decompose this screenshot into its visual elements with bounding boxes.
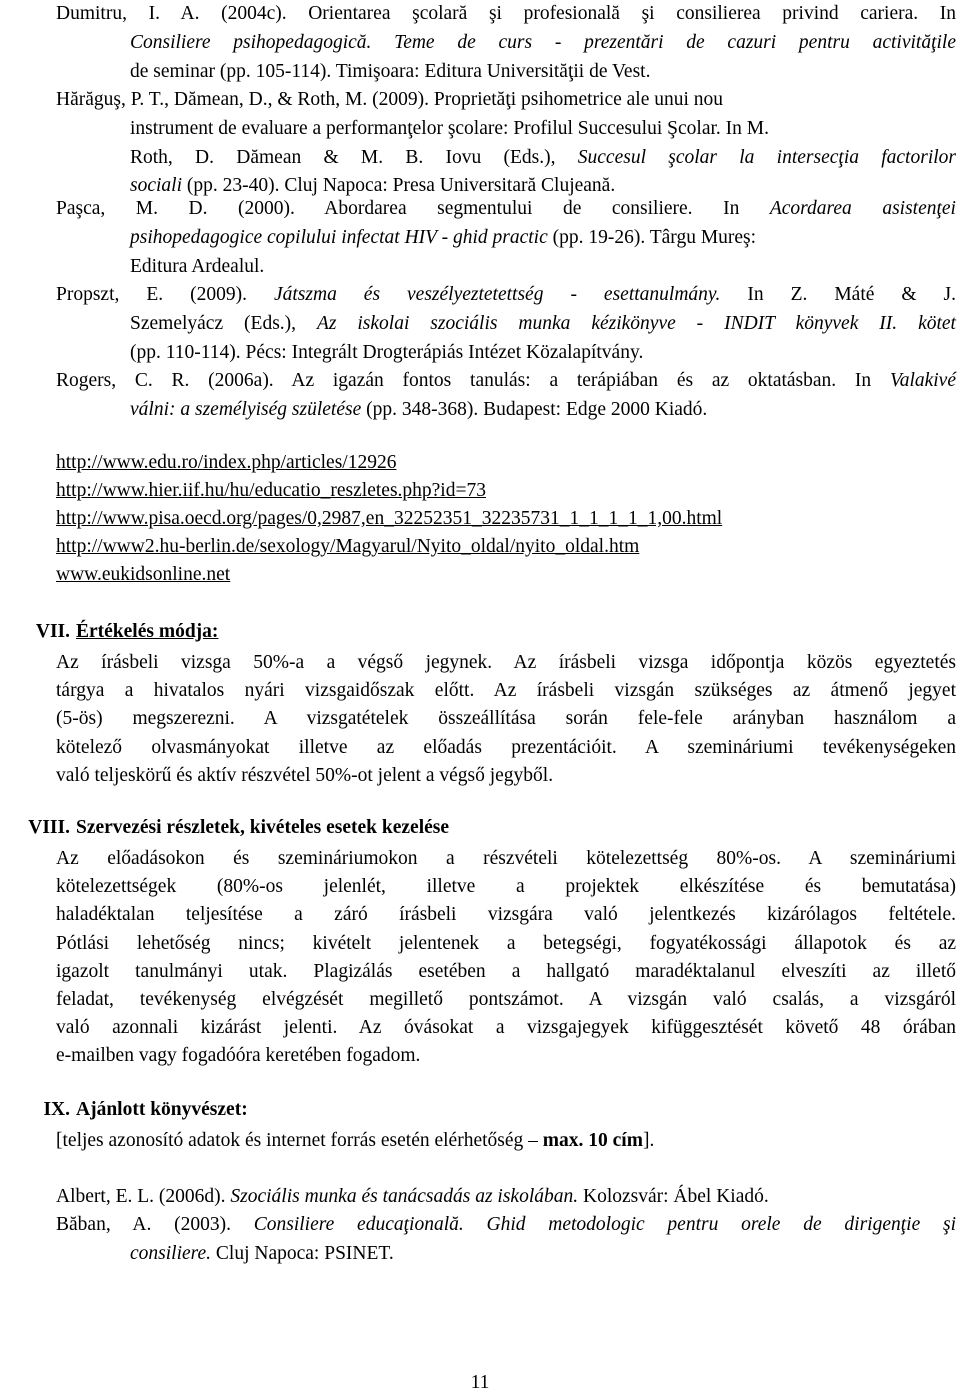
section-intro-ix	[56, 1127, 956, 1155]
paragraph-line: (5-ös) megszerezni. A vizsgatételek összeállítása során fele-fele arányban használom a	[56, 708, 956, 730]
ref-line: Editura Ardealul.	[130, 255, 265, 277]
section-body-viii	[56, 845, 956, 1071]
section-title: Ajánlott könyvészet:	[76, 1099, 248, 1120]
paragraph-line: tárgya a hivatalos nyári vizsgaidőszak előtt. Az írásbeli vizsgán szükséges az átmenő jegyet	[56, 680, 956, 702]
ref-line: Roth, D. Dămean & M. B. Iovu (Eds.), Succesul şcolar la intersecţia factorilor	[130, 146, 956, 168]
reference-rogers	[56, 367, 956, 425]
reference-baban	[56, 1211, 956, 1269]
reference-dumitru	[56, 0, 956, 86]
section-title: Értékelés módja:	[76, 621, 219, 642]
paragraph-line: Az írásbeli vizsga 50%-a a végső jegynek. Az írásbeli vizsga időpontja közös egyeztetés	[56, 652, 956, 673]
ref-line: Propszt, E. (2009). Játszma és veszélyeztetettség - esettanulmány. In Z. Máté & J.	[56, 284, 956, 305]
ref-line: Băban, A. (2003). Consiliere educaţională. Ghid metodologic pentru orele de dirigenţie şi	[56, 1214, 957, 1235]
reference-propszt	[56, 281, 956, 367]
paragraph-line: való azonnali kizárást jelenti. Az óvásokat a vizsgajegyek kifüggesztését követő 48 órában	[56, 1017, 956, 1039]
ref-line: Albert, E. L. (2006d). Szociális munka és tanácsadás az iskolában. Kolozsvár: Ábel Kiadó.	[56, 1186, 769, 1207]
ref-line: Rogers, C. R. (2006a). Az igazán fontos tanulás: a terápiában és az oktatásban. In Valakivé	[56, 370, 956, 391]
section-title: Szervezési részletek, kivételes esetek kezelése	[76, 817, 450, 838]
section-heading-viii	[0, 817, 449, 839]
paragraph-line: [teljes azonosító adatok és internet forrás esetén elérhetőség – max. 10 cím].	[56, 1130, 655, 1151]
ref-line: instrument de evaluare a performanţelor şcolare: Profilul Succesului Şcolar. In M.	[130, 117, 769, 139]
page-number: 11	[470, 1372, 490, 1393]
section-heading-ix	[0, 1099, 248, 1121]
paragraph-line: igazolt tanulmányi utak. Plagizálás esetében a hallgató maradéktalanul elveszíti az illető	[56, 960, 956, 982]
ref-line: Szemelyácz (Eds.), Az iskolai szociális munka kézikönyve - INDIT könyvek II. kötet	[130, 312, 956, 334]
paragraph-line: való teljeskörű és aktív részvétel 50%-ot jelent a végső jegyből.	[56, 764, 554, 786]
ref-line: sociali (pp. 23-40). Cluj Napoca: Presa Universitară Clujeană.	[130, 175, 616, 197]
reference-pasca	[56, 195, 956, 281]
paragraph-line: e-mailben vagy fogadóóra keretében fogadom.	[56, 1045, 421, 1067]
link-eukidsonline[interactable]: www.eukidsonline.net	[56, 564, 231, 585]
section-number: VIII.	[28, 817, 70, 838]
paragraph-line: kötelező olvasmányokat illetve az előadás prezentációit. A szemináriumi tevékenységeken	[56, 736, 956, 758]
paragraph-line: haladéktalan teljesítése a záró írásbeli vizsgára való jelentkezés kizárólagos feltétele.	[56, 904, 956, 926]
ref-line: Consiliere psihopedagogică. Teme de curs - prezentări de cazuri pentru activităţile	[130, 31, 956, 53]
section-number: IX.	[43, 1099, 70, 1120]
ref-line: Dumitru, I. A. (2004c). Orientarea şcolară şi profesională şi consilierea privind cariera. In	[56, 3, 956, 24]
paragraph-line: kötelezettségek (80%-os jelenlét, illetve a projektek elkészítése és bemutatása)	[56, 876, 956, 898]
section-heading-vii	[0, 621, 218, 643]
link-pisa-oecd[interactable]: http://www.pisa.oecd.org/pages/0,2987,en_32252351_32235731_1_1_1_1_1,00.html	[56, 508, 723, 529]
link-edu-ro[interactable]: http://www.edu.ro/index.php/articles/12926	[56, 452, 397, 473]
ref-line: (pp. 110-114). Pécs: Integrált Drogterápiás Intézet Közalapítvány.	[130, 341, 644, 363]
reference-haragus	[56, 86, 956, 201]
reference-albert	[56, 1183, 956, 1212]
section-number: VII.	[35, 621, 70, 642]
paragraph-line: Pótlási lehetőség nincs; kivételt jelentenek a betegségi, fogyatékossági állapotok és az	[56, 932, 956, 954]
ref-line: de seminar (pp. 105-114). Timişoara: Editura Universităţii de Vest.	[130, 60, 651, 82]
ref-line: Paşca, M. D. (2000). Abordarea segmentului de consiliere. In Acordarea asistenţei	[56, 198, 956, 219]
ref-line: Hărăguş, P. T., Dămean, D., & Roth, M. (2009). Proprietăţi psihometrice ale unui nou	[56, 89, 724, 110]
ref-line: consiliere. Cluj Napoca: PSINET.	[130, 1242, 394, 1264]
paragraph-line: feladat, tevékenység elvégzését megillető pontszámot. A vizsgán való csalás, a vizsgáról	[56, 989, 956, 1011]
link-hu-berlin[interactable]: http://www2.hu-berlin.de/sexology/Magyarul/Nyito_oldal/nyito_oldal.htm	[56, 536, 640, 557]
link-hier-iif[interactable]: http://www.hier.iif.hu/hu/educatio_reszletes.php?id=73	[56, 480, 486, 501]
section-body-vii	[56, 649, 956, 790]
paragraph-line: Az előadásokon és szemináriumokon a részvételi kötelezettség 80%-os. A szemináriumi	[56, 848, 956, 869]
ref-line: válni: a személyiség születése (pp. 348-368). Budapest: Edge 2000 Kiadó.	[130, 398, 708, 420]
ref-line: psihopedagogice copilului infectat HIV - ghid practic (pp. 19-26). Târgu Mureş:	[130, 226, 757, 248]
